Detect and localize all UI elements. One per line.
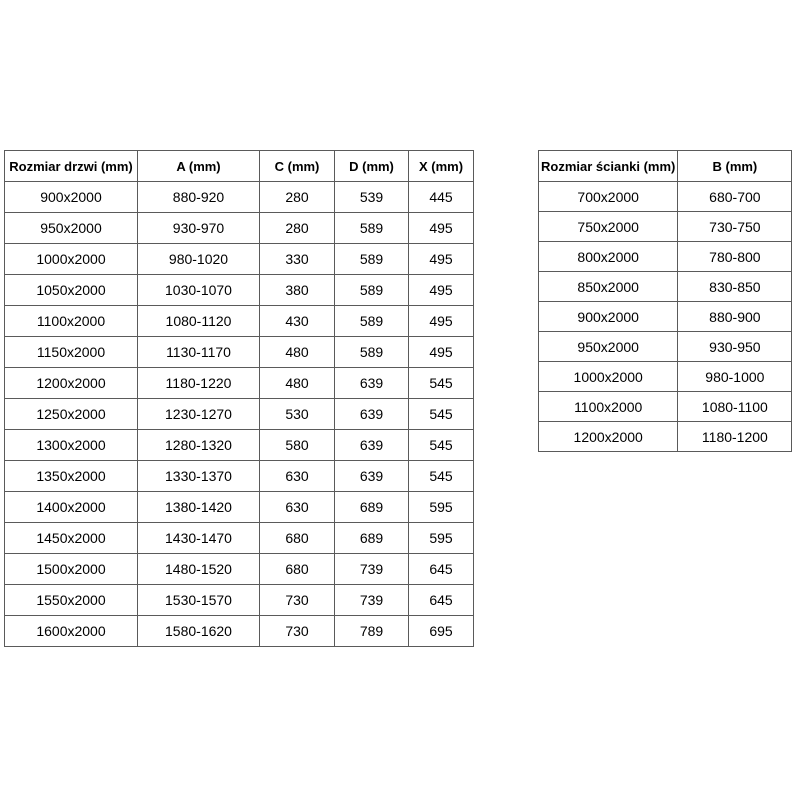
table-cell: 495 xyxy=(409,337,474,368)
table-row xyxy=(539,422,792,452)
table-cell: 1130-1170 xyxy=(138,337,260,368)
table-row xyxy=(5,337,474,368)
table-row xyxy=(5,554,474,585)
table-row xyxy=(5,182,474,213)
table-cell: 589 xyxy=(335,275,409,306)
table-cell: 630 xyxy=(260,492,335,523)
table-cell: 1530-1570 xyxy=(138,585,260,616)
table-cell: 495 xyxy=(409,275,474,306)
table-cell: 1580-1620 xyxy=(138,616,260,647)
table-cell: 1180-1200 xyxy=(678,422,792,452)
table-row xyxy=(5,461,474,492)
door-dimensions-table xyxy=(4,150,474,647)
table-cell: 695 xyxy=(409,616,474,647)
table-cell: 800x2000 xyxy=(539,242,678,272)
table-cell: 639 xyxy=(335,399,409,430)
table-cell: 739 xyxy=(335,554,409,585)
table-row xyxy=(539,332,792,362)
table-cell: 645 xyxy=(409,585,474,616)
table-cell: 1200x2000 xyxy=(539,422,678,452)
table-cell: 580 xyxy=(260,430,335,461)
table-cell: 1050x2000 xyxy=(5,275,138,306)
header-cell: B (mm) xyxy=(678,151,792,182)
table-cell: 1080-1100 xyxy=(678,392,792,422)
table-cell: 480 xyxy=(260,368,335,399)
table-cell: 980-1000 xyxy=(678,362,792,392)
table-cell: 950x2000 xyxy=(5,213,138,244)
table-cell: 1150x2000 xyxy=(5,337,138,368)
table-cell: 1330-1370 xyxy=(138,461,260,492)
table-cell: 545 xyxy=(409,368,474,399)
table-cell: 930-970 xyxy=(138,213,260,244)
table-cell: 589 xyxy=(335,337,409,368)
table-row xyxy=(539,242,792,272)
table-cell: 680 xyxy=(260,523,335,554)
table-cell: 680-700 xyxy=(678,182,792,212)
table-cell: 330 xyxy=(260,244,335,275)
table-cell: 880-920 xyxy=(138,182,260,213)
table-row xyxy=(539,272,792,302)
table-cell: 750x2000 xyxy=(539,212,678,242)
table-cell: 495 xyxy=(409,213,474,244)
table-row xyxy=(539,182,792,212)
header-cell: D (mm) xyxy=(335,151,409,182)
table-cell: 1400x2000 xyxy=(5,492,138,523)
table-cell: 280 xyxy=(260,213,335,244)
table-cell: 730 xyxy=(260,585,335,616)
table-cell: 380 xyxy=(260,275,335,306)
table-cell: 1300x2000 xyxy=(5,430,138,461)
table-cell: 639 xyxy=(335,430,409,461)
table-row xyxy=(5,430,474,461)
table-cell: 639 xyxy=(335,368,409,399)
table-cell: 639 xyxy=(335,461,409,492)
table-cell: 1550x2000 xyxy=(5,585,138,616)
table-cell: 539 xyxy=(335,182,409,213)
table-cell: 930-950 xyxy=(678,332,792,362)
table-cell: 545 xyxy=(409,461,474,492)
header-cell: C (mm) xyxy=(260,151,335,182)
table-cell: 730-750 xyxy=(678,212,792,242)
table-cell: 689 xyxy=(335,523,409,554)
table-cell: 1180-1220 xyxy=(138,368,260,399)
wall-panel-dimensions-table xyxy=(538,150,792,452)
table-cell: 430 xyxy=(260,306,335,337)
table-cell: 680 xyxy=(260,554,335,585)
wall-panel-dimensions-grid xyxy=(538,150,792,452)
table-cell: 780-800 xyxy=(678,242,792,272)
table-row xyxy=(5,368,474,399)
table-cell: 730 xyxy=(260,616,335,647)
table-cell: 830-850 xyxy=(678,272,792,302)
header-cell: A (mm) xyxy=(138,151,260,182)
table-cell: 495 xyxy=(409,244,474,275)
table-cell: 545 xyxy=(409,430,474,461)
table-cell: 1480-1520 xyxy=(138,554,260,585)
table-cell: 980-1020 xyxy=(138,244,260,275)
table-cell: 545 xyxy=(409,399,474,430)
door-dimensions-grid xyxy=(4,150,474,647)
header-row xyxy=(539,151,792,182)
table-row xyxy=(5,306,474,337)
table-cell: 1380-1420 xyxy=(138,492,260,523)
table-cell: 595 xyxy=(409,523,474,554)
table-cell: 1100x2000 xyxy=(5,306,138,337)
table-cell: 880-900 xyxy=(678,302,792,332)
table-cell: 1450x2000 xyxy=(5,523,138,554)
table-cell: 589 xyxy=(335,244,409,275)
table-row xyxy=(5,399,474,430)
table-cell: 1080-1120 xyxy=(138,306,260,337)
table-cell: 1000x2000 xyxy=(5,244,138,275)
table-cell: 1430-1470 xyxy=(138,523,260,554)
header-cell: Rozmiar ścianki (mm) xyxy=(539,151,678,182)
header-cell: Rozmiar drzwi (mm) xyxy=(5,151,138,182)
table-cell: 1100x2000 xyxy=(539,392,678,422)
table-cell: 1280-1320 xyxy=(138,430,260,461)
table-cell: 480 xyxy=(260,337,335,368)
table-cell: 850x2000 xyxy=(539,272,678,302)
table-cell: 445 xyxy=(409,182,474,213)
table-cell: 595 xyxy=(409,492,474,523)
table-cell: 689 xyxy=(335,492,409,523)
table-cell: 1030-1070 xyxy=(138,275,260,306)
table-cell: 1200x2000 xyxy=(5,368,138,399)
table-row xyxy=(5,585,474,616)
header-cell: X (mm) xyxy=(409,151,474,182)
table-cell: 1230-1270 xyxy=(138,399,260,430)
table-cell: 530 xyxy=(260,399,335,430)
table-row xyxy=(5,616,474,647)
table-cell: 1250x2000 xyxy=(5,399,138,430)
table-cell: 1350x2000 xyxy=(5,461,138,492)
table-cell: 645 xyxy=(409,554,474,585)
table-cell: 1000x2000 xyxy=(539,362,678,392)
table-cell: 280 xyxy=(260,182,335,213)
table-row xyxy=(5,244,474,275)
table-cell: 495 xyxy=(409,306,474,337)
table-row xyxy=(5,213,474,244)
table-row xyxy=(5,275,474,306)
table-cell: 900x2000 xyxy=(5,182,138,213)
table-row xyxy=(539,392,792,422)
table-row xyxy=(539,302,792,332)
header-row xyxy=(5,151,474,182)
table-cell: 589 xyxy=(335,306,409,337)
table-cell: 900x2000 xyxy=(539,302,678,332)
table-cell: 630 xyxy=(260,461,335,492)
table-row xyxy=(539,212,792,242)
table-cell: 1500x2000 xyxy=(5,554,138,585)
table-row xyxy=(5,492,474,523)
table-cell: 1600x2000 xyxy=(5,616,138,647)
table-cell: 700x2000 xyxy=(539,182,678,212)
table-cell: 589 xyxy=(335,213,409,244)
table-cell: 789 xyxy=(335,616,409,647)
table-row xyxy=(5,523,474,554)
table-row xyxy=(539,362,792,392)
table-cell: 950x2000 xyxy=(539,332,678,362)
table-cell: 739 xyxy=(335,585,409,616)
